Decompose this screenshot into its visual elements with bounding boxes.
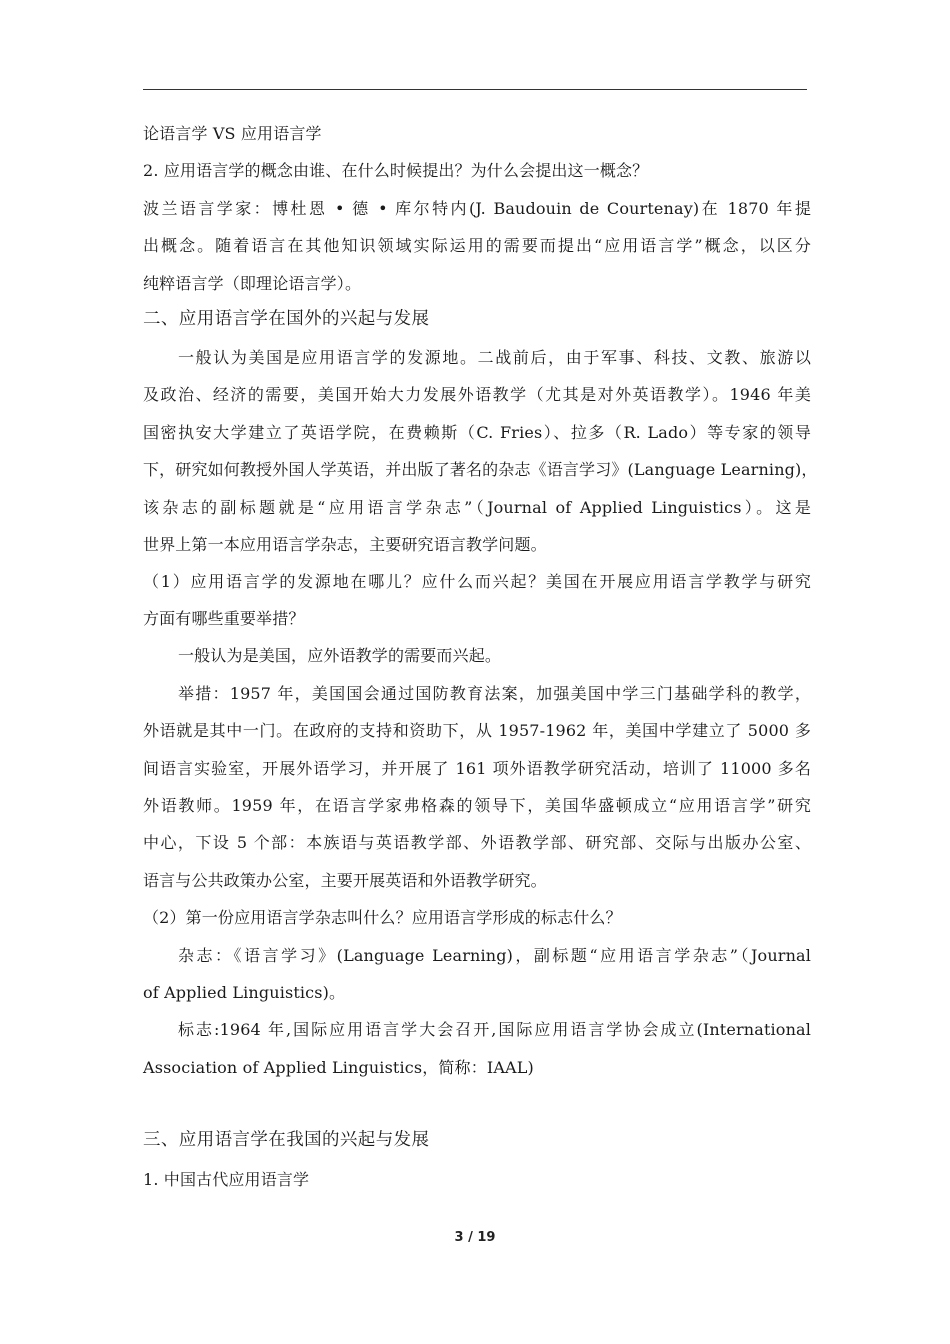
text-line: 出概念。随着语言在其他知识领域实际运用的需要而提出“应用语言学”概念，以区分: [143, 236, 811, 255]
paragraph-line: 国密执安大学建立了英语学院，在费赖斯（C. Fries）、拉多（R. Lado）等专家的领导: [143, 423, 811, 442]
question-line: （2）第一份应用语言学杂志叫什么？应用语言学形成的标志什么？: [143, 908, 622, 927]
paragraph-line: 及政治、经济的需要，美国开始大力发展外语教学（尤其是对外英语教学）。1946 年美: [143, 385, 811, 404]
paragraph-line: 外语就是其中一门。在政府的支持和资助下，从 1957-1962 年，美国中学建立了 5000 多: [143, 721, 811, 740]
answer-line: of Applied Linguistics)。: [143, 983, 346, 1002]
paragraph-line: 世界上第一本应用语言学杂志，主要研究语言教学问题。: [143, 535, 547, 554]
text-line: 论语言学 VS 应用语言学: [143, 124, 322, 143]
text-line: 纯粹语言学（即理论语言学）。: [143, 274, 362, 293]
paragraph-line: 中心，下设 5 个部：本族语与英语教学部、外语教学部、研究部、交际与出版办公室、: [143, 833, 811, 852]
header-rule: [143, 89, 807, 90]
paragraph-line: 该杂志的副标题就是“应用语言学杂志”（Journal of Applied Linguistics）。这是: [143, 498, 811, 517]
paragraph-line: 一般认为美国是应用语言学的发源地。二战前后，由于军事、科技、文教、旅游以: [178, 348, 811, 367]
paragraph-line: 间语言实验室，开展外语学习，并开展了 161 项外语教学研究活动，培训了 11000 多名: [143, 759, 811, 778]
paragraph-line: 外语教师。1959 年，在语言学家弗格森的领导下，美国华盛顿成立“应用语言学”研究: [143, 796, 811, 815]
section-heading: 二、应用语言学在国外的兴起与发展: [143, 309, 430, 329]
text-line: 波兰语言学家：博杜恩 • 德 • 库尔特内(J. Baudouin de Courtenay)在 1870 年提: [143, 199, 811, 218]
answer-line: Association of Applied Linguistics，简称：IAAL): [143, 1058, 534, 1077]
answer-line: 一般认为是美国，应外语教学的需要而兴起。: [178, 646, 502, 665]
subsection-heading: 1. 中国古代应用语言学: [143, 1170, 310, 1189]
answer-line: 标志:1964 年,国际应用语言学大会召开,国际应用语言学协会成立(International: [178, 1020, 811, 1039]
question-line: 2. 应用语言学的概念由谁、在什么时候提出？为什么会提出这一概念？: [143, 161, 649, 180]
paragraph-line: 举措：1957 年，美国国会通过国防教育法案，加强美国中学三门基础学科的教学，: [178, 684, 811, 703]
question-line: （1）应用语言学的发源地在哪儿？应什么而兴起？美国在开展应用语言学教学与研究: [143, 572, 811, 591]
question-line: 方面有哪些重要举措？: [143, 609, 305, 628]
paragraph-line: 下，研究如何教授外国人学英语，并出版了著名的杂志《语言学习》(Language Learning)，: [143, 460, 818, 479]
section-heading: 三、应用语言学在我国的兴起与发展: [143, 1130, 430, 1150]
page-number: 3 / 19: [454, 1230, 496, 1245]
answer-line: 杂志：《语言学习》(Language Learning)，副标题“应用语言学杂志”（Journal: [178, 946, 811, 965]
paragraph-line: 语言与公共政策办公室，主要开展英语和外语教学研究。: [143, 871, 547, 890]
